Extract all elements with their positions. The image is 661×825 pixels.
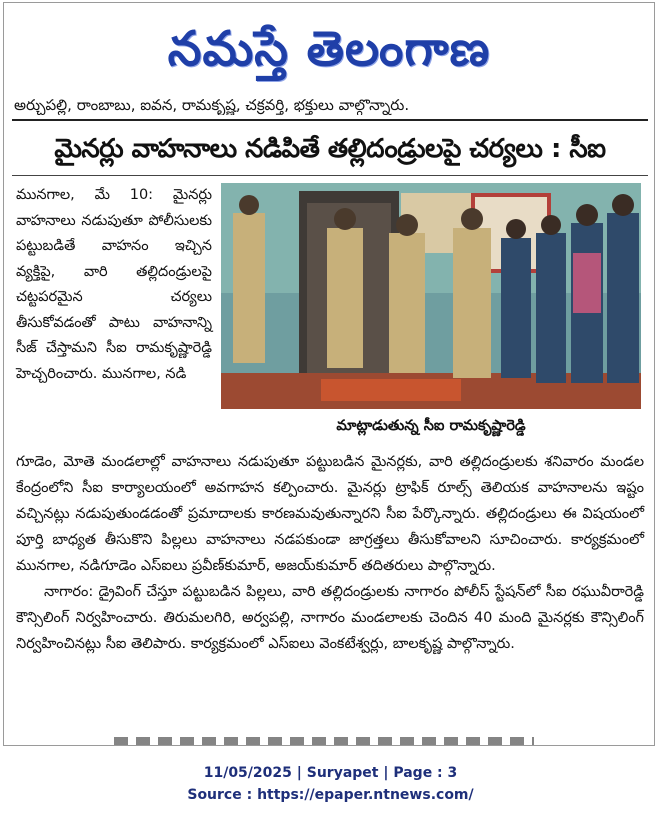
article-headline: మైనర్లు వాహనాలు నడిపితే తల్లిదండ్రులపై చర్యలు : సీఐ — [54, 134, 606, 164]
body-paragraph: గూడెం, మోతె మండలాల్లో వాహనాలు నడుపుతూ పట్టుబడిన మైనర్లకు, వారి తల్లిదండ్రులకు శనివారం మండల కేంద్రంలోని సీఐ కార్యాలయంలో అవగాహన కల్పించారు. మైనర్లు ట్రాఫిక్ రూల్స్ తెలియక వాహనాలను ఇష్టం వచ్చినట్లు నడుపుతుండడంతో ప్రమాదాలకు కారణమవుతున్నారని సీఐ పేర్కొన్నారు. తల్లిదండ్రులు ఈ విషయంలో పూర్తి బాధ్యత తీసుకొని పిల్లలు వాహనాలు నడపకుండా జాగ్రత్తలు తీసుకోవాలని సూచించారు. కార్యక్రమంలో మునగాల, నడిగూడెం ఎస్ఐలు ప్రవీణ్‌కుమార్, అజయ్‌కుమార్ తదితరులు పాల్గొన్నారు. — [16, 454, 644, 574]
clipping-footer — [0, 762, 661, 806]
previous-article-tail: అర్చుపల్లి, రాంబాబు, ఐవన, రామకృష్ణ, చక్రవర్తి, భక్తులు వాల్గొన్నారు. — [14, 96, 410, 114]
article-intro-column — [16, 183, 212, 387]
article-photo — [221, 183, 641, 409]
clipping-cut-edge — [114, 737, 534, 746]
body-paragraph: నాగారం: డ్రైవింగ్ చేస్తూ పట్టుబడిన పిల్లలు, వారి తల్లిదండ్రులకు నాగారం పోలీస్ స్టేషన్‌లో సీఐ రఘువీరారెడ్డి కౌన్సిలింగ్ నిర్వహించారు. తిరుమలగిరి, అర్వపల్లి, నాగారం మండలాలకు చెందిన 40 మంది మైనర్లకు కౌన్సిలింగ్ నిర్వహించినట్లు సీఐ తెలిపారు. కార్యక్రమంలో ఎస్ఐలు వెంకటేశ్వర్లు, బాలకృష్ణ పాల్గొన్నారు. — [16, 584, 644, 652]
footer-source-link[interactable]: Source : https://epaper.ntnews.com/ — [187, 787, 474, 803]
headline-rule — [12, 175, 648, 176]
intro-paragraph: మునగాల, మే 10: మైనర్లు వాహనాలు నడుపుతూ పోలీసులకు పట్టుబడితే వాహనం ఇచ్చిన వ్యక్తిపై, వారి తల్లిదండ్రులపై చట్టపరమైన చర్యలు తీసుకోవడంతో పాటు వాహనాన్ని సీజ్ చేస్తామని సీఐ రామకృష్ణారెడ్డి హెచ్చరించారు. మునగాల, నడి — [16, 187, 212, 382]
divider-rule — [12, 119, 648, 121]
newspaper-clipping — [3, 2, 655, 746]
article-body — [16, 449, 644, 657]
photo-caption: మాట్లాడుతున్న సీఐ రామకృష్ణారెడ్డి — [336, 418, 526, 434]
police-station-photo — [221, 183, 641, 409]
footer-date-page: 11/05/2025 | Suryapet | Page : 3 — [203, 765, 458, 781]
masthead-logo: నమస్తే తెలంగాణ — [167, 21, 491, 77]
